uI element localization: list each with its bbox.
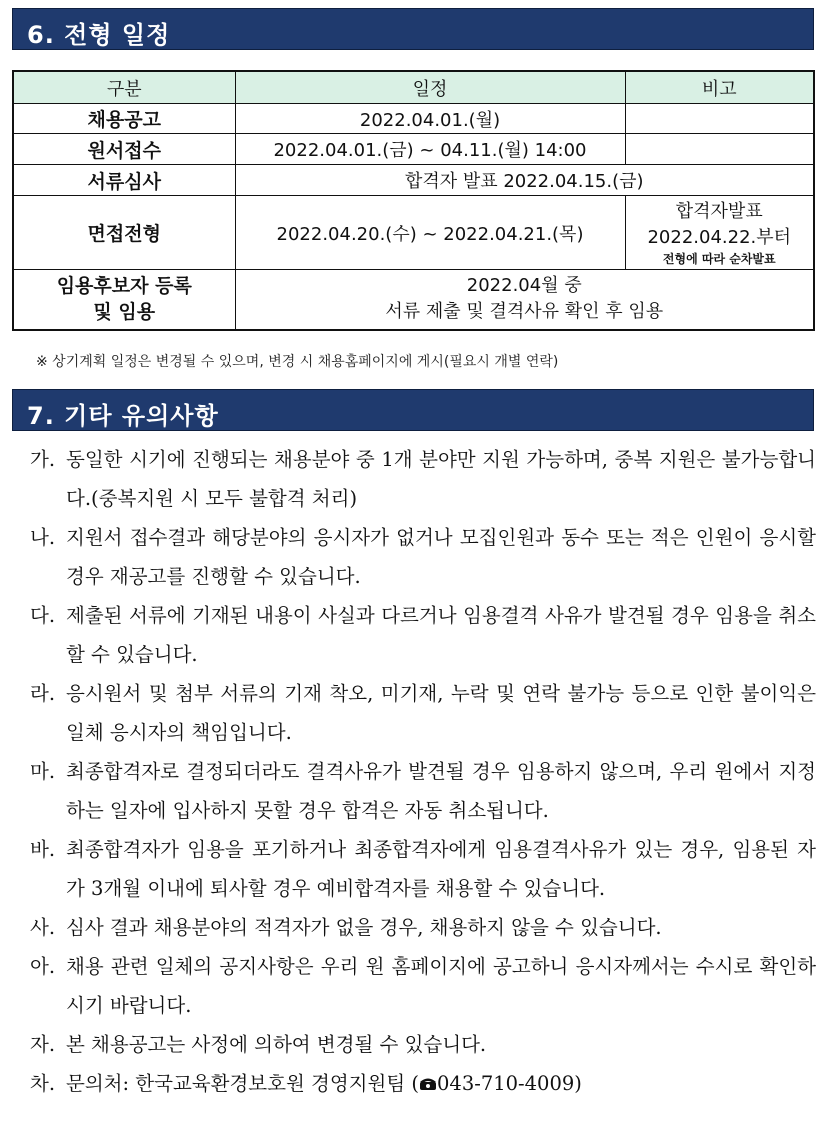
remarks-small-note: 전형에 따라 순차발표 [662,251,776,266]
list-item [30,1025,816,1064]
section-7-title: 7. 기타 유의사항 [27,402,219,430]
table-row [13,165,814,196]
item-text: 최종합격자가 임용을 포기하거나 최종합격자에게 임용결격사유가 있는 경우, 임용된 자가 3개월 이내에 퇴사할 경우 예비합격자를 채용할 수 있습니다. [66,838,816,900]
row-schedule: 2022.04.20.(수) ~ 2022.04.21.(목) [235,196,625,270]
notice-list [30,440,816,1103]
list-item [30,752,816,830]
header-remarks: 비고 [625,71,814,104]
contact-item [30,1064,816,1103]
item-text: 본 채용공고는 사정에 의하여 변경될 수 있습니다. [66,1033,487,1056]
row-schedule: 2022.04.01.(금) ~ 04.11.(월) 14:00 [235,134,625,165]
row-schedule: 합격자 발표 2022.04.15.(금) [235,165,814,196]
section-6-title: 6. 전형 일정 [27,21,171,49]
row-label [13,270,235,330]
list-item [30,440,816,518]
row-remarks [625,104,814,134]
contact-close: ) [574,1072,582,1095]
header-category: 구분 [13,71,235,104]
table-row [13,196,814,270]
label-line: 임용후보자 등록 [56,275,192,298]
schedule-line: 2022.04월 중 [466,275,582,297]
item-text: 채용 관련 일체의 공지사항은 우리 원 홈페이지에 공고하니 응시자께서는 수시로 확인하시기 바랍니다. [66,955,816,1017]
row-label: 서류심사 [13,165,235,196]
row-remarks [625,196,814,270]
item-marker: 가. [30,448,56,471]
item-text: 제출된 서류에 기재된 내용이 사실과 다르거나 임용결격 사유가 발견될 경우 임용을 취소할 수 있습니다. [66,604,816,666]
item-text: 동일한 시기에 진행되는 채용분야 중 1개 분야만 지원 가능하며, 중복 지원은 불가능합니다.(중복지원 시 모두 불합격 처리) [66,448,816,510]
schedule-line: 서류 제출 및 결격사유 확인 후 임용 [385,301,664,323]
item-marker: 라. [30,682,56,705]
item-marker: 다. [30,604,56,627]
item-text: 응시원서 및 첨부 서류의 기재 착오, 미기재, 누락 및 연락 불가능 등으로 인한 불이익은 일체 응시자의 책임입니다. [66,682,816,744]
table-row [13,104,814,134]
remarks-line: 합격자발표 [675,200,763,222]
list-item [30,908,816,947]
telephone-icon [419,1077,437,1091]
item-marker: 자. [30,1033,56,1056]
item-text: 심사 결과 채용분야의 적격자가 없을 경우, 채용하지 않을 수 있습니다. [66,916,662,939]
contact-phone: 043-710-4009 [437,1072,575,1095]
section-7-header [12,389,814,431]
row-label: 면접전형 [13,196,235,270]
list-item [30,674,816,752]
section-6-header [12,8,814,50]
list-item [30,830,816,908]
list-item [30,596,816,674]
item-text: 최종합격자로 결정되더라도 결격사유가 발견될 경우 임용하지 않으며, 우리 원에서 지정하는 일자에 입사하지 못할 경우 합격은 자동 취소됩니다. [66,760,816,822]
schedule-table [12,70,815,331]
list-item [30,518,816,596]
schedule-footnote: ※ 상기계획 일정은 변경될 수 있으며, 변경 시 채용홈페이지에 게시(필요시 개별 연락) [36,354,559,370]
item-marker: 차. [30,1072,56,1095]
item-marker: 마. [30,760,56,783]
row-label: 원서접수 [13,134,235,165]
list-item [30,947,816,1025]
label-line: 및 임용 [93,301,156,324]
item-text: 지원서 접수결과 해당분야의 응시자가 없거나 모집인원과 동수 또는 적은 인원이 응시할 경우 재공고를 진행할 수 있습니다. [66,526,816,588]
item-marker: 나. [30,526,56,549]
table-header-row [13,71,814,104]
table-row [13,270,814,330]
table-row [13,134,814,165]
row-schedule: 2022.04.01.(월) [235,104,625,134]
remarks-line: 2022.04.22.부터 [647,226,792,248]
row-schedule [235,270,814,330]
row-label: 채용공고 [13,104,235,134]
item-marker: 사. [30,916,56,939]
header-schedule: 일정 [235,71,625,104]
contact-text: 문의처: 한국교육환경보호원 경영지원팀 ( [66,1072,420,1095]
row-remarks [625,134,814,165]
item-marker: 아. [30,955,56,978]
item-marker: 바. [30,838,56,861]
